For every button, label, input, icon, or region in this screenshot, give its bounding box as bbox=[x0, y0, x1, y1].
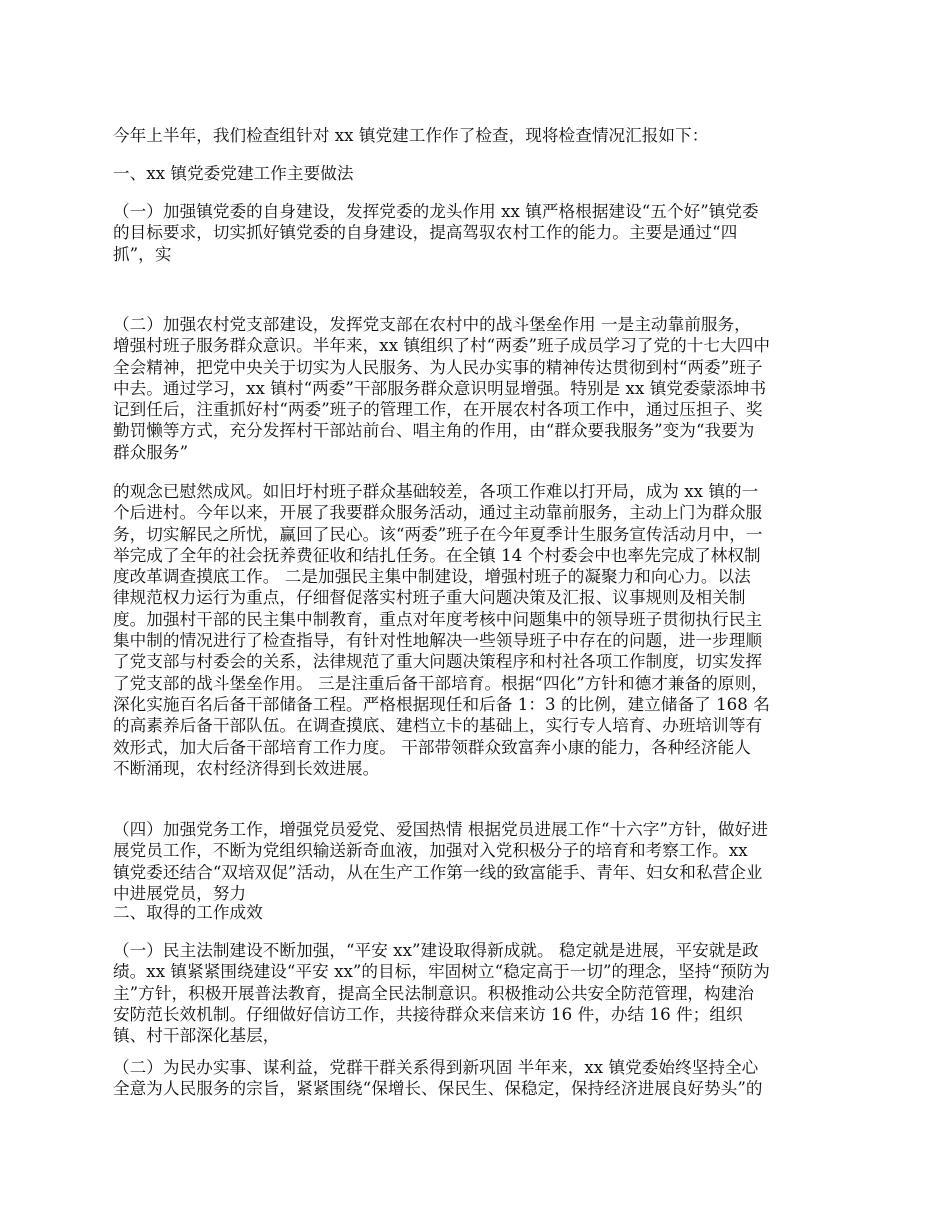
text-line: 群众服务” bbox=[113, 442, 189, 462]
text-line: 增强村班子服务群众意识。半年来，xx 镇组织了村“两委”班子成员学习了党的十七大四中 bbox=[113, 336, 771, 356]
text-line: 全意为人民服务的宗旨，紧紧围绕“保增长、保民生、保稳定，保持经济进展良好势头”的 bbox=[113, 1079, 763, 1099]
section-heading-1 bbox=[113, 163, 840, 184]
text-line: 深化实施百名后备干部储备工程。严格根据现任和后备 1：3 的比例，建立储备了 168 名 bbox=[113, 694, 770, 714]
text-line: 全会精神，把党中央关于切实为人民服务、为人民办实事的精神传达贯彻到村“两委”班子 bbox=[113, 357, 763, 377]
text-line: 律规范权力运行为重点，仔细督促落实村班子重大问题决策及汇报、议事规则及相关制 bbox=[113, 588, 746, 608]
text-line: 的高素养后备干部队伍。在调查摸底、建档立卡的基础上，实行专人培育、办班培训等有 bbox=[113, 716, 763, 736]
text-line: 的目标要求，切实抓好镇党委的自身建设，提高驾驭农村工作的能力。主要是通过“四 bbox=[113, 223, 738, 243]
text-line: （一）加强镇党委的自身建设，发挥党委的龙头作用 xx 镇严格根据建设“五个好”镇党委 bbox=[113, 202, 759, 221]
text-line: 举完成了全年的社会抚养费征收和结扎任务。在全镇 14 个村委会中也率先完成了林权制 bbox=[113, 545, 761, 565]
text-line: 镇、村干部深化基层， bbox=[113, 1026, 280, 1046]
paragraph-strengthen-committee bbox=[113, 201, 840, 265]
text-line: 绩。xx 镇紧紧围绕建设“平安 xx”的目标，牢固树立“稳定高于一切”的理念，坚持“预防为 bbox=[113, 962, 770, 982]
text-line: 度。加强村干部的民主集中制教育，重点对年度考核中问题集中的领导班子贯彻执行民主 bbox=[113, 609, 763, 629]
text-line: 度改革调查摸底工作。 二是加强民主集中制建设，增强村班子的凝聚力和向心力。以法 bbox=[113, 567, 751, 587]
text-line: 记到任后，注重抓好村“两委”班子的管理工作，在开展农村各项工作中，通过压担子、奖 bbox=[113, 400, 763, 420]
text-line: 集中制的情况进行了检查指导，有针对性地解决一些领导班子中存在的问题，进一步理顺 bbox=[113, 631, 763, 651]
paragraph-party-affairs bbox=[113, 819, 840, 904]
text-line: 效形式，加大后备干部培育工作力度。 干部带领群众致富奔小康的能力，各种经济能人 bbox=[113, 737, 751, 757]
paragraph-village-branch-continued bbox=[113, 481, 840, 779]
paragraph-legal-construction bbox=[113, 940, 840, 1046]
text-line: 抓”，实 bbox=[113, 244, 172, 264]
text-line: 不断涌现，农村经济得到长效进展。 bbox=[113, 758, 380, 778]
text-line: 镇党委还结合“双培双促”活动，从在生产工作第一线的致富能手、青年、妇女和私营企业 bbox=[113, 862, 763, 882]
intro-paragraph bbox=[113, 125, 840, 146]
text-line: 勤罚懒等方式，充分发挥村干部站前台、唱主角的作用，由“群众要我服务”变为“我要为 bbox=[113, 421, 755, 441]
text-line: 了党支部的战斗堡垒作用。 三是注重后备干部培育。根据“四化”方针和德才兼备的原则， bbox=[113, 673, 768, 693]
text-line: 主”方针，积极开展普法教育，提高全民法制意识。积极推动公共安全防范管理，构建治 bbox=[113, 983, 754, 1003]
text-line: 个后进村。今年以来，开展了我要群众服务活动，通过主动靠前服务，主动上门为群众服 bbox=[113, 503, 763, 523]
text-line: 一、xx 镇党委党建工作主要做法 bbox=[113, 164, 354, 183]
text-line: 中进展党员，努力 bbox=[113, 883, 247, 903]
paragraph-public-service bbox=[113, 1057, 840, 1100]
text-line: 了党支部与村委会的关系，法律规范了重大问题决策程序和村社各项工作制度，切实发挥 bbox=[113, 652, 763, 672]
text-line: 展党员工作，不断为党组织输送新奇血液，加强对入党积极分子的培育和考察工作。xx bbox=[113, 841, 748, 861]
text-line: 今年上半年，我们检查组针对 xx 镇党建工作作了检查，现将检查情况汇报如下： bbox=[113, 126, 709, 145]
text-line: 二、取得的工作成效 bbox=[113, 903, 263, 922]
paragraph-village-branch bbox=[113, 314, 840, 463]
text-line: （一）民主法制建设不断加强，“平安 xx”建设取得新成就。 稳定就是进展，平安就是政 bbox=[113, 941, 759, 960]
text-line: 中去。通过学习，xx 镇村“两委”干部服务群众意识明显增强。特别是 xx 镇党委蒙添坤书 bbox=[113, 378, 767, 398]
text-line: （二）为民办实事、谋利益，党群干群关系得到新巩固 半年来，xx 镇党委始终坚持全心 bbox=[113, 1058, 759, 1077]
section-heading-2 bbox=[113, 902, 840, 923]
text-line: 务，切实解民之所忧，赢回了民心。该“两委”班子在今年夏季计生服务宣传活动月中，一 bbox=[113, 524, 763, 544]
text-line: （四）加强党务工作，增强党员爱党、爱国热情 根据党员进展工作“十六字”方针，做好进 bbox=[113, 820, 768, 839]
text-line: 安防范长效机制。仔细做好信访工作，共接待群众来信来访 16 件，办结 16 件；组织 bbox=[113, 1004, 743, 1024]
text-line: 的观念已慰然成风。如旧圩村班子群众基础较差，各项工作难以打开局，成为 xx 镇的一 bbox=[113, 482, 759, 501]
text-line: （二）加强农村党支部建设，发挥党支部在农村中的战斗堡垒作用 一是主动靠前服务， bbox=[113, 315, 751, 334]
